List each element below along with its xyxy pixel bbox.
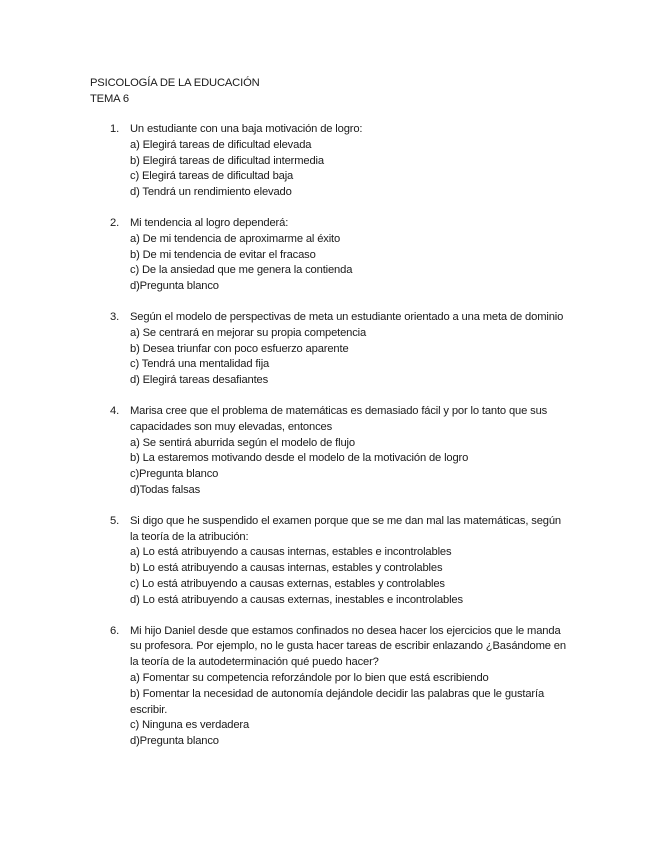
question-text: Según el modelo de perspectivas de meta un estudiante orientado a una meta de dominio bbox=[130, 310, 564, 323]
option-c: c)Pregunta blanco bbox=[130, 468, 219, 481]
option-b: b) Fomentar la necesidad de autonomía dejándole decidir las palabras que le gustaría escribir. bbox=[130, 687, 545, 716]
option-b: b) Elegirá tareas de dificultad intermedia bbox=[130, 154, 324, 167]
option-a: a) Se sentirá aburrida según el modelo de flujo bbox=[130, 436, 355, 449]
question-list bbox=[90, 122, 570, 750]
question-1 bbox=[90, 122, 570, 201]
question-text: Un estudiante con una baja motivación de logro: bbox=[130, 123, 363, 135]
option-b: b) Lo está atribuyendo a causas internas, estables y controlables bbox=[130, 562, 443, 575]
option-c: c) Elegirá tareas de dificultad baja bbox=[130, 170, 294, 183]
question-text: Mi hijo Daniel desde que estamos confinados no desea hacer los ejercicios que le manda su profesora. Por ejemplo, no le gusta hacer tareas de escribir enlazando ¿Basándome en la teoría de la autodeterminación qué puedo hacer? bbox=[130, 624, 566, 669]
option-d: d)Pregunta blanco bbox=[130, 735, 219, 748]
option-d: d) Lo está atribuyendo a causas externas, inestables e incontrolables bbox=[130, 593, 463, 606]
question-text: Marisa cree que el problema de matemáticas es demasiado fácil y por lo tanto que sus capacidades son muy elevadas, entonces bbox=[130, 404, 548, 433]
question-number: 3. bbox=[110, 310, 120, 323]
question-text: Si digo que he suspendido el examen porque que se me dan mal las matemáticas, según la teoría de la atribución: bbox=[130, 514, 561, 543]
option-c: c) Lo está atribuyendo a causas externas, estables y controlables bbox=[130, 577, 445, 590]
option-a: a) De mi tendencia de aproximarme al éxito bbox=[130, 232, 341, 245]
option-b: b) Desea triunfar con poco esfuerzo aparente bbox=[130, 342, 349, 355]
option-a: a) Lo está atribuyendo a causas internas, estables e incontrolables bbox=[130, 546, 452, 559]
option-c: c) Tendrá una mentalidad fija bbox=[130, 358, 270, 371]
option-b: b) La estaremos motivando desde el modelo de la motivación de logro bbox=[130, 452, 469, 465]
option-d: d)Pregunta blanco bbox=[130, 280, 219, 293]
document-header bbox=[90, 76, 260, 108]
question-4 bbox=[90, 404, 570, 499]
question-5 bbox=[90, 514, 570, 609]
option-d: d)Todas falsas bbox=[130, 483, 201, 496]
question-number: 5. bbox=[110, 514, 120, 527]
question-number: 4. bbox=[110, 404, 120, 417]
question-text: Mi tendencia al logro dependerá: bbox=[130, 216, 289, 229]
question-2 bbox=[90, 216, 570, 295]
topic-title: TEMA 6 bbox=[90, 92, 129, 105]
option-a: a) Fomentar su competencia reforzándole por lo bien que está escribiendo bbox=[130, 671, 489, 684]
question-number: 6. bbox=[110, 624, 120, 637]
question-number: 1. bbox=[110, 123, 120, 135]
subject-title: PSICOLOGÍA DE LA EDUCACIÓN bbox=[90, 77, 260, 89]
option-b: b) De mi tendencia de evitar el fracaso bbox=[130, 248, 316, 261]
option-d: d) Tendrá un rendimiento elevado bbox=[130, 186, 292, 199]
question-6 bbox=[90, 624, 570, 750]
option-a: a) Se centrará en mejorar su propia competencia bbox=[130, 326, 367, 339]
question-3 bbox=[90, 310, 570, 389]
option-a: a) Elegirá tareas de dificultad elevada bbox=[130, 138, 312, 151]
option-c: c) De la ansiedad que me genera la contienda bbox=[130, 264, 353, 277]
question-number: 2. bbox=[110, 216, 120, 229]
option-c: c) Ninguna es verdadera bbox=[130, 719, 250, 732]
option-d: d) Elegirá tareas desafiantes bbox=[130, 374, 269, 387]
